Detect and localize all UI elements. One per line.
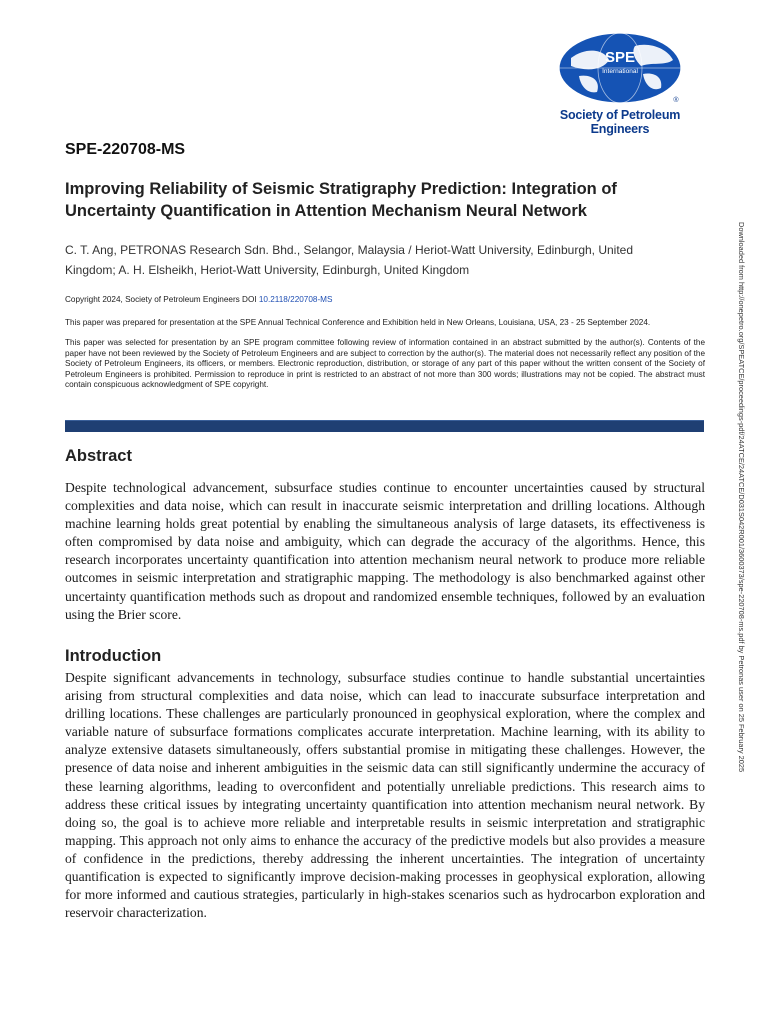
paper-id: SPE-220708-MS (65, 141, 186, 158)
org-name: Society of Petroleum Engineers (559, 108, 681, 136)
doi-link[interactable]: 10.2118/220708-MS (258, 295, 333, 304)
logo-secondary-text: International (602, 68, 638, 75)
copyright-line (65, 295, 705, 306)
authors: C. T. Ang, PETRONAS Research Sdn. Bhd., Selangor, Malaysia / Heriot-Watt University, Edinburgh, United Kingdom; A. H. Elsheikh, Heriot-Watt University, Edinburgh, United Kingdom (65, 243, 634, 277)
logo-primary-text: SPE (604, 49, 636, 66)
prepared-statement: This paper was prepared for presentation at the SPE Annual Technical Conference and Exhibition held in New Orleans, Louisiana, USA, 23 - 25 September 2024. (65, 318, 651, 327)
introduction-body: Despite significant advancements in technology, subsurface studies continue to handle substantial uncertainties arising from structural complexities and data noise, which can lead to inaccurate subsurface interpretation and drilling locations. These challenges are particularly pronounced in geophysical exploration, where the complex and variable nature of subsurface formations complicates accurate interpretation. Machine learning, with its ability to analyze extensive datasets simultaneously, offers substantial promise in mitigating these challenges. However, the presence of data noise and inherent ambiguities in the seismic data can still significantly undermine the accuracy of these learning algorithms, leading to overconfident and potentially unreliable predictions. This research aims to address these critical issues by integrating uncertainty quantification into attention mechanism neural network. By doing so, the goal is to achieve more reliable and interpretable results in seismic interpretation and stratigraphic mapping. This approach not only aims to enhance the accuracy of the predictive models but also provides a measure of confidence in the predictions, thereby addressing the inherent uncertainties. The integration of uncertainty quantification is expected to significantly improve decision-making processes in geophysical exploration, allowing for more informed and cautious strategies, particularly in high-stakes scenarios such as hydrocarbon exploration and reservoir characterization. (65, 670, 705, 921)
section-divider (65, 420, 704, 432)
abstract-body: Despite technological advancement, subsurface studies continue to encounter uncertainties caused by structural complexities and data noise, which can result in inaccurate seismic interpretation and drilling locations. Although machine learning holds great potential by enabling the simultaneous analysis of large datasets, its effectiveness is often compromised by data noise and ambiguity, which can degrade the accuracy of the algorithms. Hence, this research incorporates uncertainty quantification into attention mechanism neural network to produce more reliable outcomes in seismic interpretation and stratigraphic mapping. The methodology is also benchmarked against other uncertainty quantification methods such as dropout and randomized ensemble techniques, followed by an evaluation using the Brier score. (65, 480, 705, 622)
copyright-text: Copyright 2024, Society of Petroleum Engineers DOI (65, 295, 259, 304)
disclaimer: This paper was selected for presentation by an SPE program committee following review of information contained in an abstract submitted by the author(s). Contents of the paper have not been reviewed by the Society of Petroleum Engineers and are subject to correction by the author(s). The material does not necessarily reflect any position of the Society of Petroleum Engineers, its officers, or members. Electronic reproduction, distribution, or storage of any part of this paper without the written consent of the Society of Petroleum Engineers is prohibited. Permission to reproduce in print is restricted to an abstract of not more than 300 words; illustrations may not be copied. The abstract must contain conspicuous acknowledgment of SPE copyright. (65, 338, 705, 389)
registered-mark: ® (673, 97, 679, 104)
download-sidebar: Downloaded from http://onepetro.org/SPEATCE/proceedings-pdf/24ATCE/24ATCE/D031S042R001/3600373/spe-220708-ms.pdf by Petronas user on 25 February 2025 (737, 222, 746, 773)
spe-logo[interactable] (536, 32, 704, 136)
paper-title: Improving Reliability of Seismic Stratigraphy Prediction: Integration of Uncertainty Quantification in Attention Mechanism Neural Network (65, 180, 617, 220)
abstract-heading: Abstract (65, 447, 132, 465)
introduction-heading: Introduction (65, 647, 162, 665)
globe-icon (557, 32, 683, 104)
